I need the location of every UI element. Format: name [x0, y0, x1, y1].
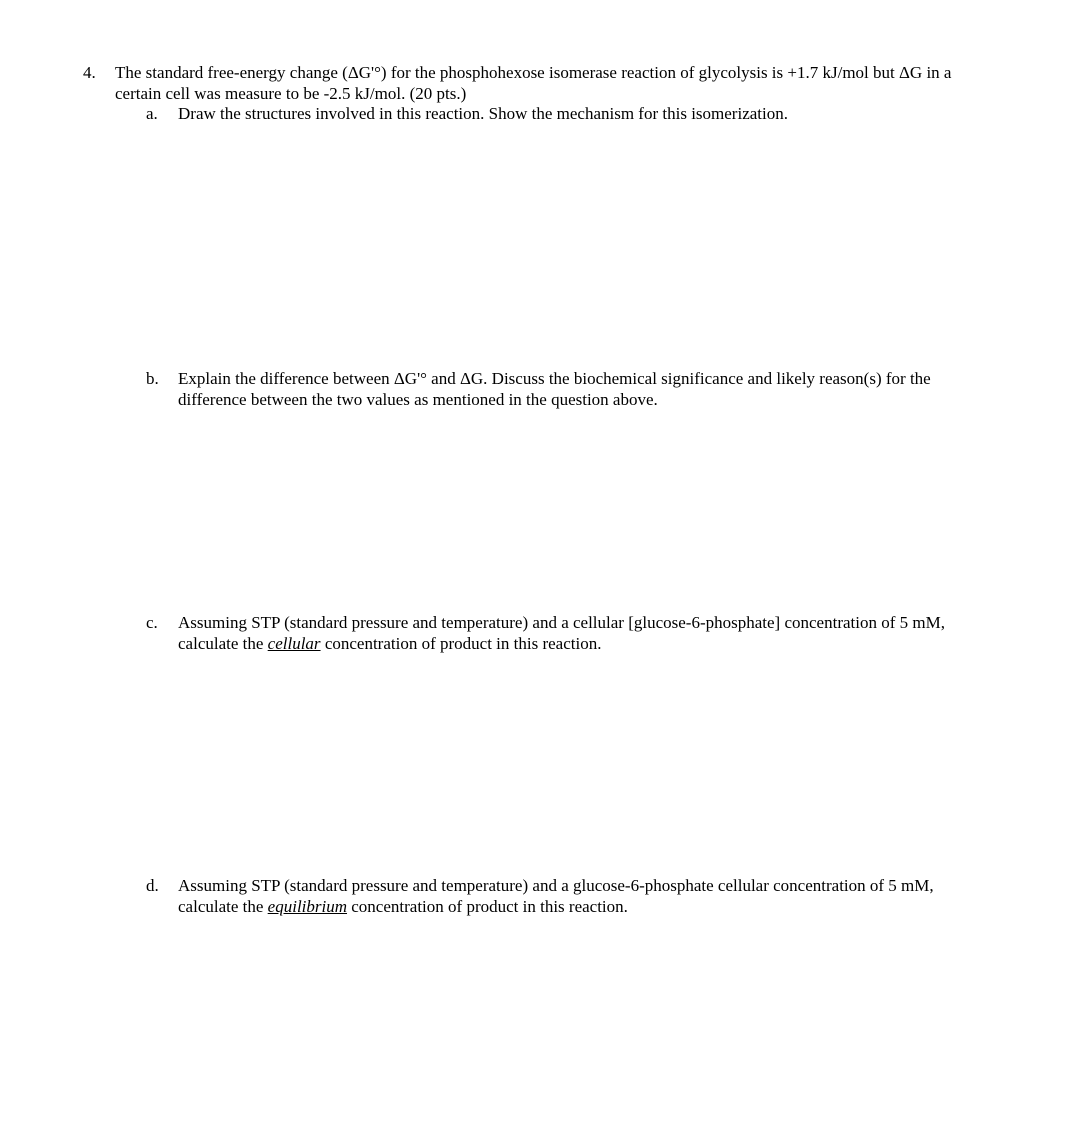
- part-c-text-after: concentration of product in this reaction.: [320, 634, 602, 653]
- part-d-text-before: Assuming STP (standard pressure and temperature) and a glucose-6-phosphate cellular concentration of 5 mM, calculate the: [178, 876, 934, 916]
- part-b-letter: b.: [146, 369, 159, 388]
- part-d-text: [178, 875, 998, 917]
- part-d-emphasis: equilibrium: [267, 897, 348, 916]
- part-c-text-before: Assuming STP (standard pressure and temperature) and a cellular [glucose-6-phosphate] concentration of 5 mM, calculate the: [178, 613, 945, 653]
- part-a-letter: a.: [146, 104, 158, 123]
- question-stem: The standard free-energy change (ΔG'°) for the phosphohexose isomerase reaction of glycolysis is +1.7 kJ/mol but ΔG in a certain cell was measure to be -2.5 kJ/mol. (20 pts.): [115, 63, 952, 103]
- part-c-emphasis: cellular: [267, 634, 321, 653]
- part-c-letter: c.: [146, 613, 158, 632]
- part-a-text: Draw the structures involved in this reaction. Show the mechanism for this isomerization.: [178, 104, 788, 123]
- question-number: 4.: [83, 63, 96, 82]
- part-c-text: [178, 612, 998, 654]
- part-d-letter: d.: [146, 876, 159, 895]
- part-b-text: Explain the difference between ΔG'° and ΔG. Discuss the biochemical significance and likely reason(s) for the difference between the two values as mentioned in the question above.: [178, 369, 931, 409]
- part-d-text-after: concentration of product in this reaction.: [347, 897, 628, 916]
